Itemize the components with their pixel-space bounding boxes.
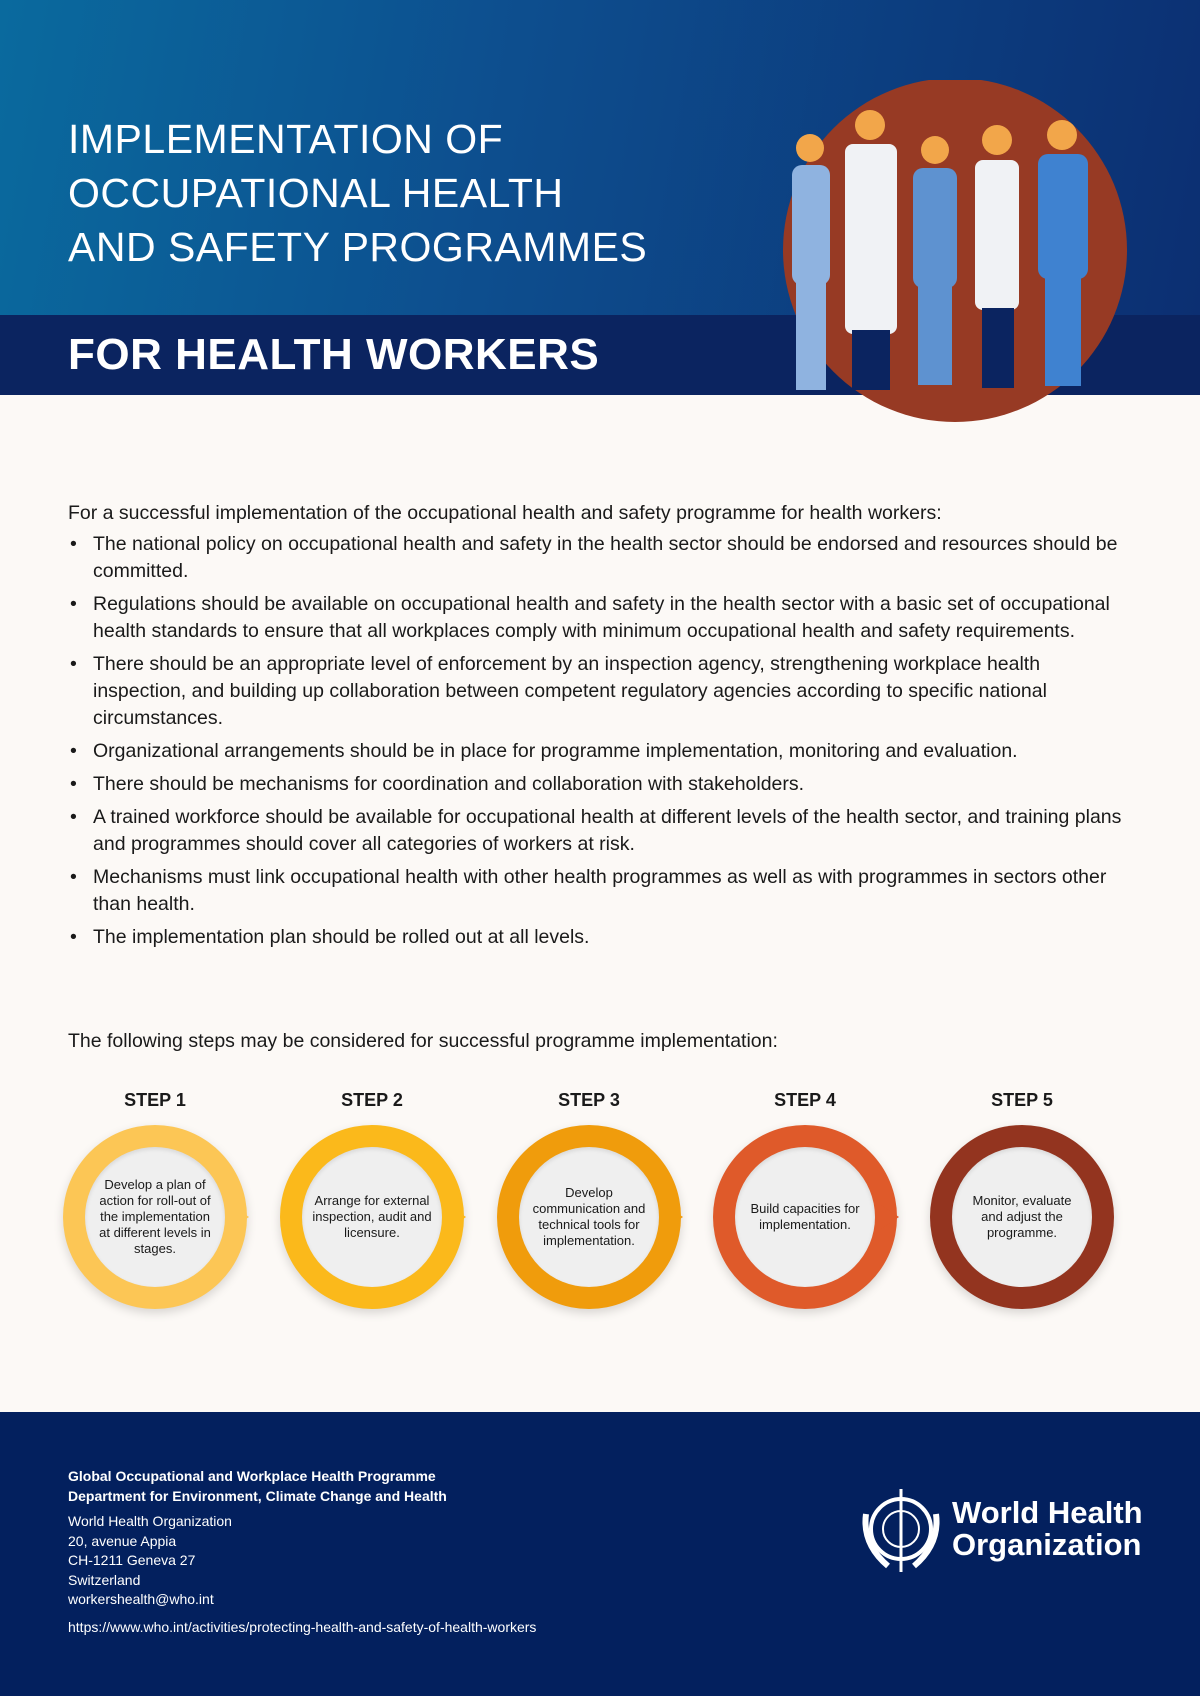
requirements-list [68,531,1138,951]
step-circle [497,1125,681,1309]
step-circle [280,1125,464,1309]
step-label: STEP 5 [991,1090,1053,1110]
step-circle [930,1125,1114,1309]
step-text: Monitor, evaluate and adjust the programme. [952,1147,1092,1287]
step-5 [917,1090,1127,1309]
contact-info: Global Occupational and Workplace Health Programme Department for Environment, Climate Change and Health World Health Organization 20, avenue Appia CH-1211 Geneva 27 Switzerland workershealth@who.int https://www.who.int/activities/protecting-health-and-safety-of-health-workers [68,1467,536,1637]
health-workers-illustration [760,80,1180,425]
step-text: Build capacities for implementation. [735,1147,875,1287]
step-1 [50,1090,260,1309]
step-label: STEP 3 [558,1090,620,1110]
step-4 [700,1090,910,1309]
website-link[interactable]: https://www.who.int/activities/protecting-health-and-safety-of-health-workers [68,1618,537,1635]
list-item: • Mechanisms must link occupational health with other health programmes as well as with programmes in sectors other than health. [68,864,1138,918]
who-emblem-icon [858,1484,944,1574]
steps-intro: The following steps may be considered for successful programme implementation: [68,1030,778,1052]
intro-text: For a successful implementation of the occupational health and safety programme for health workers: [68,502,942,524]
list-item: • There should be an appropriate level of enforcement by an inspection agency, strengthening workplace health inspection, and building up collaboration between competent regulatory agencies according to specific national circumstances. [68,651,1138,732]
list-item: • A trained workforce should be available for occupational health at different levels of the health sector, and training plans and programmes should cover all categories of workers at risk. [68,804,1138,858]
list-item: • The implementation plan should be rolled out at all levels. [68,924,1138,951]
step-label: STEP 2 [341,1090,403,1110]
page-subtitle: FOR HEALTH WORKERS [68,330,600,379]
list-item: • The national policy on occupational health and safety in the health sector should be endorsed and resources should be committed. [68,531,1138,585]
step-label: STEP 1 [124,1090,186,1110]
list-item: • There should be mechanisms for coordination and collaboration with stakeholders. [68,771,1138,798]
list-item: • Organizational arrangements should be in place for programme implementation, monitoring and evaluation. [68,738,1138,765]
arrow-right-icon [665,1205,683,1229]
intro-section [68,500,1138,957]
step-circle [63,1125,247,1309]
step-3 [484,1090,694,1309]
footer [0,1412,1200,1696]
email-link[interactable]: workershealth@who.int [68,1591,214,1607]
step-circle [713,1125,897,1309]
arrow-right-icon [448,1205,466,1229]
step-text: Arrange for external inspection, audit and licensure. [302,1147,442,1287]
list-item: • Regulations should be available on occupational health and safety in the health sector with a basic set of occupational health standards to ensure that all workplaces comply with minimum occupational health and safety requirements. [68,591,1138,645]
arrow-right-icon [231,1205,249,1229]
page-title: IMPLEMENTATION OF OCCUPATIONAL HEALTH AND SAFETY PROGRAMMES [68,116,648,270]
arrow-right-icon [881,1205,899,1229]
step-text: Develop communication and technical tools for implementation. [519,1147,659,1287]
step-label: STEP 4 [774,1090,836,1110]
step-text: Develop a plan of action for roll-out of the implementation at different levels in stages. [85,1147,225,1287]
who-logo: World Health Organization [858,1484,1143,1574]
step-2 [267,1090,477,1309]
